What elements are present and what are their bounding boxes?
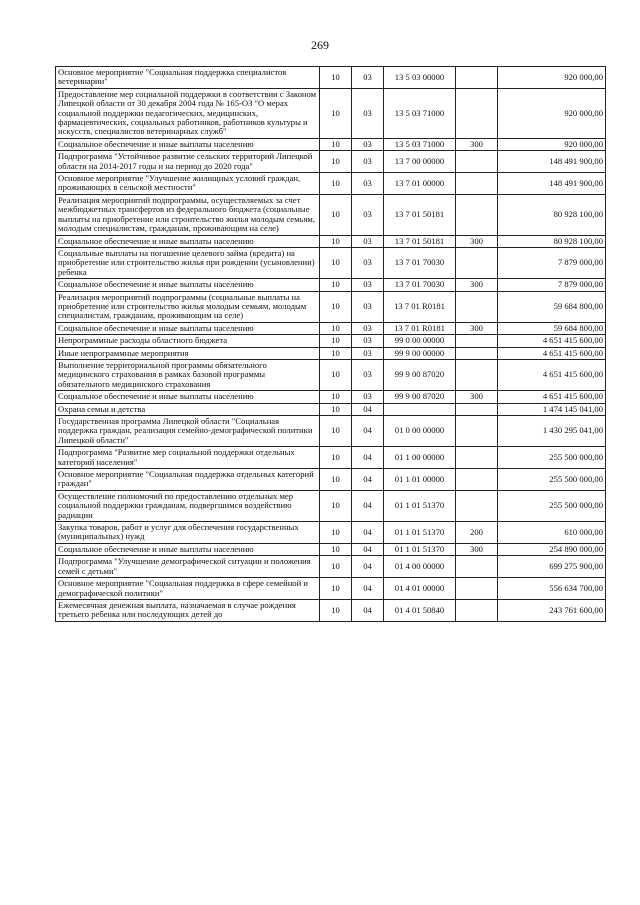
row-name-cell: Иные непрограммные мероприятия (56, 347, 320, 359)
row-ved-cell: 10 (320, 347, 352, 359)
row-ved-cell: 10 (320, 359, 352, 390)
row-subsection-cell: 03 (352, 138, 384, 150)
row-ved-cell: 10 (320, 247, 352, 278)
table-row (56, 556, 606, 578)
row-ved-cell: 10 (320, 138, 352, 150)
table-row (56, 194, 606, 235)
row-sum-cell: 4 651 415 600,00 (498, 347, 606, 359)
row-target-article-cell: 13 7 01 50181 (384, 194, 456, 235)
row-name-cell: Подпрограмма "Устойчивое развитие сельских территорий Липецкой области на 2014-2017 годы и на период до 2020 года" (56, 151, 320, 173)
row-target-article-cell: 99 0 00 00000 (384, 335, 456, 347)
row-expense-type-cell: 200 (456, 522, 498, 544)
budget-table (55, 66, 606, 622)
row-ved-cell: 10 (320, 67, 352, 89)
row-ved-cell: 10 (320, 599, 352, 621)
row-subsection-cell: 04 (352, 416, 384, 447)
row-sum-cell: 7 879 000,00 (498, 247, 606, 278)
row-name-cell: Подпрограмма "Улучшение демографической ситуации и положения семей с детьми" (56, 556, 320, 578)
row-target-article-cell: 01 4 01 00000 (384, 578, 456, 600)
row-ved-cell: 10 (320, 151, 352, 173)
row-target-article-cell: 13 7 01 70030 (384, 247, 456, 278)
row-target-article-cell: 13 7 01 00000 (384, 173, 456, 195)
row-expense-type-cell (456, 469, 498, 491)
row-subsection-cell: 03 (352, 347, 384, 359)
row-name-cell: Социальные выплаты на погашение целевого займа (кредита) на приобретение или строительство жилья при рождении (усыновлении) ребенка (56, 247, 320, 278)
row-ved-cell: 10 (320, 556, 352, 578)
table-row (56, 235, 606, 247)
table-row (56, 543, 606, 555)
row-sum-cell: 243 761 600,00 (498, 599, 606, 621)
row-sum-cell: 148 491 900,00 (498, 173, 606, 195)
row-target-article-cell: 13 5 03 00000 (384, 67, 456, 89)
row-ved-cell: 10 (320, 447, 352, 469)
row-sum-cell: 80 928 100,00 (498, 235, 606, 247)
row-sum-cell: 255 500 000,00 (498, 490, 606, 521)
table-row (56, 447, 606, 469)
row-target-article-cell (384, 403, 456, 415)
row-expense-type-cell (456, 173, 498, 195)
row-sum-cell: 4 651 415 600,00 (498, 391, 606, 403)
row-name-cell: Осуществление полномочий по предоставлению отдельных мер социальной поддержки гражданам, подвергшимся воздействию радиации (56, 490, 320, 521)
table-row (56, 522, 606, 544)
row-subsection-cell: 04 (352, 578, 384, 600)
row-subsection-cell: 04 (352, 403, 384, 415)
row-name-cell: Охрана семьи и детства (56, 403, 320, 415)
row-target-article-cell: 13 7 01 50181 (384, 235, 456, 247)
row-sum-cell: 1 430 295 041,00 (498, 416, 606, 447)
table-row (56, 88, 606, 138)
row-sum-cell: 255 500 000,00 (498, 447, 606, 469)
row-subsection-cell: 03 (352, 322, 384, 334)
row-expense-type-cell (456, 403, 498, 415)
row-name-cell: Ежемесячная денежная выплата, назначаемая в случае рождения третьего ребенка или последующих детей до (56, 599, 320, 621)
row-sum-cell: 4 651 415 600,00 (498, 359, 606, 390)
row-ved-cell: 10 (320, 522, 352, 544)
table-row (56, 335, 606, 347)
row-name-cell: Социальное обеспечение и иные выплаты населению (56, 138, 320, 150)
row-subsection-cell: 03 (352, 279, 384, 291)
row-name-cell: Выполнение территориальной программы обязательного медицинского страхования в рамках базовой программы обязательного медицинского страхования (56, 359, 320, 390)
row-name-cell: Закупка товаров, работ и услуг для обеспечения государственных (муниципальных) нужд (56, 522, 320, 544)
row-ved-cell: 10 (320, 322, 352, 334)
table-row (56, 279, 606, 291)
row-subsection-cell: 04 (352, 599, 384, 621)
row-sum-cell: 80 928 100,00 (498, 194, 606, 235)
row-subsection-cell: 03 (352, 173, 384, 195)
row-target-article-cell: 13 7 00 00000 (384, 151, 456, 173)
row-ved-cell: 10 (320, 291, 352, 322)
row-sum-cell: 148 491 900,00 (498, 151, 606, 173)
table-row (56, 403, 606, 415)
row-name-cell: Предоставление мер социальной поддержки в соответствии с Законом Липецкой области от 30 декабря 2004 года № 165-ОЗ "О мерах социальной поддержки педагогических, медицинских, фармацевтических, социальных работников, работников культуры и искусств, специалистов ветеринарных служб" (56, 88, 320, 138)
row-ved-cell: 10 (320, 335, 352, 347)
table-row (56, 599, 606, 621)
row-name-cell: Социальное обеспечение и иные выплаты населению (56, 235, 320, 247)
row-sum-cell: 920 000,00 (498, 138, 606, 150)
row-target-article-cell: 99 9 00 00000 (384, 347, 456, 359)
row-expense-type-cell (456, 416, 498, 447)
table-row (56, 138, 606, 150)
row-expense-type-cell (456, 578, 498, 600)
row-subsection-cell: 03 (352, 151, 384, 173)
row-sum-cell: 254 890 000,00 (498, 543, 606, 555)
row-ved-cell: 10 (320, 194, 352, 235)
row-expense-type-cell (456, 347, 498, 359)
row-sum-cell: 1 474 145 041,00 (498, 403, 606, 415)
row-sum-cell: 699 275 900,00 (498, 556, 606, 578)
row-name-cell: Социальное обеспечение и иные выплаты населению (56, 543, 320, 555)
row-sum-cell: 59 684 800,00 (498, 291, 606, 322)
table-row (56, 247, 606, 278)
row-expense-type-cell (456, 151, 498, 173)
row-name-cell: Реализация мероприятий подпрограммы, осуществляемых за счет межбюджетных трансфертов из федерального бюджета (социальные выплаты на приобретение или строительство жилья молодым семьям, молодым специалистам, гражданам, проживающим на селе) (56, 194, 320, 235)
row-target-article-cell: 13 5 03 71000 (384, 88, 456, 138)
row-subsection-cell: 03 (352, 194, 384, 235)
row-expense-type-cell: 300 (456, 391, 498, 403)
row-expense-type-cell (456, 247, 498, 278)
row-name-cell: Реализация мероприятий подпрограммы (социальные выплаты на приобретение или строительство жилья молодым семьям, молодым специалистам, гражданам, проживающим на селе) (56, 291, 320, 322)
row-expense-type-cell (456, 556, 498, 578)
table-row (56, 578, 606, 600)
row-subsection-cell: 03 (352, 67, 384, 89)
row-name-cell: Основное мероприятие "Социальная поддержка отдельных категорий граждан" (56, 469, 320, 491)
row-expense-type-cell (456, 88, 498, 138)
row-ved-cell: 10 (320, 279, 352, 291)
row-ved-cell: 10 (320, 235, 352, 247)
row-sum-cell: 556 634 700,00 (498, 578, 606, 600)
row-expense-type-cell: 300 (456, 235, 498, 247)
row-expense-type-cell (456, 194, 498, 235)
row-target-article-cell: 13 7 01 R0181 (384, 291, 456, 322)
row-name-cell: Социальное обеспечение и иные выплаты населению (56, 391, 320, 403)
row-subsection-cell: 03 (352, 88, 384, 138)
table-row (56, 359, 606, 390)
row-subsection-cell: 04 (352, 556, 384, 578)
table-row (56, 490, 606, 521)
row-expense-type-cell (456, 599, 498, 621)
row-target-article-cell: 01 1 01 00000 (384, 469, 456, 491)
row-target-article-cell: 01 0 00 00000 (384, 416, 456, 447)
row-ved-cell: 10 (320, 88, 352, 138)
row-subsection-cell: 03 (352, 247, 384, 278)
row-target-article-cell: 01 1 01 51370 (384, 543, 456, 555)
row-ved-cell: 10 (320, 578, 352, 600)
row-sum-cell: 7 879 000,00 (498, 279, 606, 291)
row-name-cell: Социальное обеспечение и иные выплаты населению (56, 322, 320, 334)
row-name-cell: Основное мероприятие "Социальная поддержка специалистов ветеринарии" (56, 67, 320, 89)
row-ved-cell: 10 (320, 391, 352, 403)
row-sum-cell: 920 000,00 (498, 67, 606, 89)
row-name-cell: Подпрограмма "Развитие мер социальной поддержки отдельных категорий населения" (56, 447, 320, 469)
row-target-article-cell: 01 1 01 51370 (384, 522, 456, 544)
row-name-cell: Основное мероприятие "Социальная поддержка в сфере семейной и демографической политики" (56, 578, 320, 600)
row-subsection-cell: 04 (352, 447, 384, 469)
row-sum-cell: 920 000,00 (498, 88, 606, 138)
table-row (56, 67, 606, 89)
row-ved-cell: 10 (320, 403, 352, 415)
row-name-cell: Непрограммные расходы областного бюджета (56, 335, 320, 347)
row-target-article-cell: 01 1 00 00000 (384, 447, 456, 469)
row-name-cell: Основное мероприятие "Улучшение жилищных условий граждан, проживающих в сельской местности" (56, 173, 320, 195)
table-row (56, 391, 606, 403)
row-subsection-cell: 03 (352, 235, 384, 247)
row-ved-cell: 10 (320, 490, 352, 521)
row-expense-type-cell (456, 359, 498, 390)
row-ved-cell: 10 (320, 416, 352, 447)
row-sum-cell: 59 684 800,00 (498, 322, 606, 334)
row-name-cell: Государственная программа Липецкой области "Социальная поддержка граждан, реализация семейно-демографической политики Липецкой области" (56, 416, 320, 447)
table-row (56, 416, 606, 447)
table-row (56, 151, 606, 173)
row-expense-type-cell: 300 (456, 543, 498, 555)
row-expense-type-cell: 300 (456, 322, 498, 334)
row-subsection-cell: 03 (352, 291, 384, 322)
row-name-cell: Социальное обеспечение и иные выплаты населению (56, 279, 320, 291)
row-target-article-cell: 99 9 00 87020 (384, 391, 456, 403)
budget-table-body (56, 67, 606, 622)
row-expense-type-cell (456, 291, 498, 322)
table-row (56, 173, 606, 195)
row-subsection-cell: 04 (352, 522, 384, 544)
table-row (56, 347, 606, 359)
page-number: 269 (311, 38, 329, 52)
row-expense-type-cell: 300 (456, 279, 498, 291)
row-subsection-cell: 03 (352, 391, 384, 403)
row-expense-type-cell (456, 335, 498, 347)
row-expense-type-cell (456, 447, 498, 469)
table-row (56, 469, 606, 491)
row-ved-cell: 10 (320, 469, 352, 491)
row-sum-cell: 255 500 000,00 (498, 469, 606, 491)
row-ved-cell: 10 (320, 173, 352, 195)
row-target-article-cell: 01 4 00 00000 (384, 556, 456, 578)
row-target-article-cell: 13 5 03 71000 (384, 138, 456, 150)
row-target-article-cell: 13 7 01 R0181 (384, 322, 456, 334)
row-expense-type-cell: 300 (456, 138, 498, 150)
row-subsection-cell: 04 (352, 469, 384, 491)
row-target-article-cell: 99 9 00 87020 (384, 359, 456, 390)
table-row (56, 291, 606, 322)
row-subsection-cell: 03 (352, 335, 384, 347)
table-row (56, 322, 606, 334)
row-subsection-cell: 04 (352, 490, 384, 521)
row-sum-cell: 4 651 415 600,00 (498, 335, 606, 347)
row-target-article-cell: 01 4 01 50840 (384, 599, 456, 621)
row-ved-cell: 10 (320, 543, 352, 555)
row-subsection-cell: 03 (352, 359, 384, 390)
row-sum-cell: 610 000,00 (498, 522, 606, 544)
row-subsection-cell: 04 (352, 543, 384, 555)
row-expense-type-cell (456, 490, 498, 521)
row-expense-type-cell (456, 67, 498, 89)
row-target-article-cell: 13 7 01 70030 (384, 279, 456, 291)
row-target-article-cell: 01 1 01 51370 (384, 490, 456, 521)
